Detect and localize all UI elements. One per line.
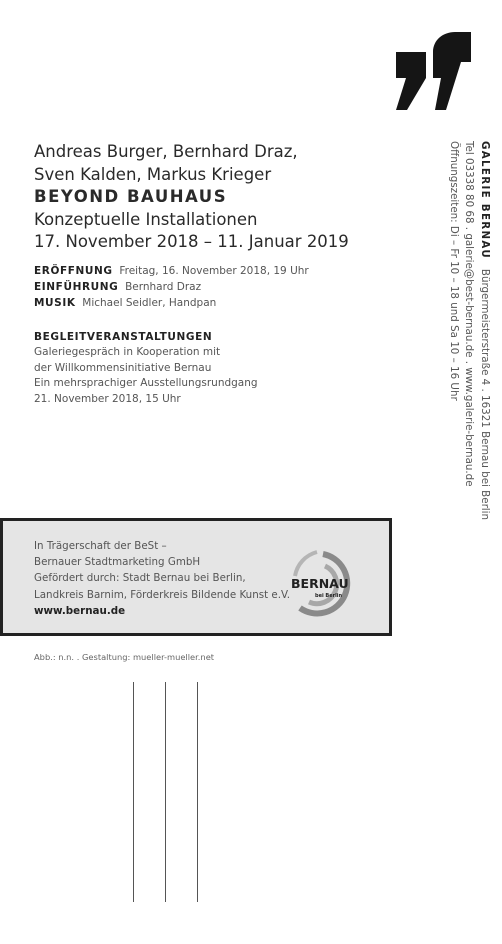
events-line: Ein mehrsprachiger Ausstellungsrundgang xyxy=(34,377,258,390)
exhibition-subtitle: Konzeptuelle Installationen xyxy=(34,209,258,229)
info-row-introduction: EINFÜHRUNG Bernhard Draz xyxy=(34,281,202,293)
sponsor-box xyxy=(0,518,392,636)
info-row-music: MUSIK Michael Seidler, Handpan xyxy=(34,297,217,309)
events-line: Galeriegespräch in Kooperation mit xyxy=(34,346,221,359)
sponsor-url[interactable]: www.bernau.de xyxy=(34,604,126,617)
gallery-address: Bürgermeisterstraße 4 . 16321 Bernau bei Berlin xyxy=(479,268,491,521)
events-heading: BEGLEITVERANSTALTUNGEN xyxy=(34,331,213,343)
gallery-contact: Tel 03338 80 68 . galerie@best-bernau.de . www.galerie-bernau.de xyxy=(463,141,476,487)
accompanying-events xyxy=(34,330,258,407)
exhibition-title: BEYOND BAUHAUS xyxy=(34,187,228,206)
bernau-logo-subtext: bei Berlin xyxy=(315,593,343,599)
bernau-logo-icon xyxy=(289,548,357,628)
quote-mark-logo-icon xyxy=(393,32,473,110)
address-line xyxy=(133,682,134,902)
events-line: der Willkommensinitiative Bernau xyxy=(34,361,212,374)
address-line xyxy=(197,682,198,902)
artists-line-1: Andreas Burger, Bernhard Draz, xyxy=(34,142,298,161)
gallery-address-line xyxy=(477,141,493,520)
sponsor-text xyxy=(34,538,290,619)
artists-line-2: Sven Kalden, Markus Krieger xyxy=(34,164,272,184)
address-line xyxy=(165,682,166,902)
exhibition-dates: 17. November 2018 – 11. Januar 2019 xyxy=(34,232,349,251)
sponsor-line: Landkreis Barnim, Förderkreis Bildende Kunst e.V. xyxy=(34,588,291,601)
exhibition-header xyxy=(34,141,349,254)
bernau-logo-text: BERNAU xyxy=(291,576,349,591)
image-credit: Abb.: n.n. . Gestaltung: mueller-mueller.net xyxy=(34,652,215,662)
gallery-contact-vertical xyxy=(446,141,493,520)
info-row-opening: ERÖFFNUNG Freitag, 16. November 2018, 19 Uhr xyxy=(34,265,309,277)
sponsor-line: In Trägerschaft der BeSt – xyxy=(34,540,167,552)
sponsor-line: Gefördert durch: Stadt Bernau bei Berlin, xyxy=(34,572,246,585)
event-info xyxy=(34,263,309,311)
sponsor-line: Bernauer Stadtmarketing GmbH xyxy=(34,556,201,569)
events-line: 21. November 2018, 15 Uhr xyxy=(34,392,181,405)
gallery-name: GALERIE BERNAU xyxy=(479,141,491,260)
gallery-hours: Öffnungszeiten: Di – Fr 10 – 18 und Sa 10 – 16 Uhr xyxy=(448,141,460,401)
